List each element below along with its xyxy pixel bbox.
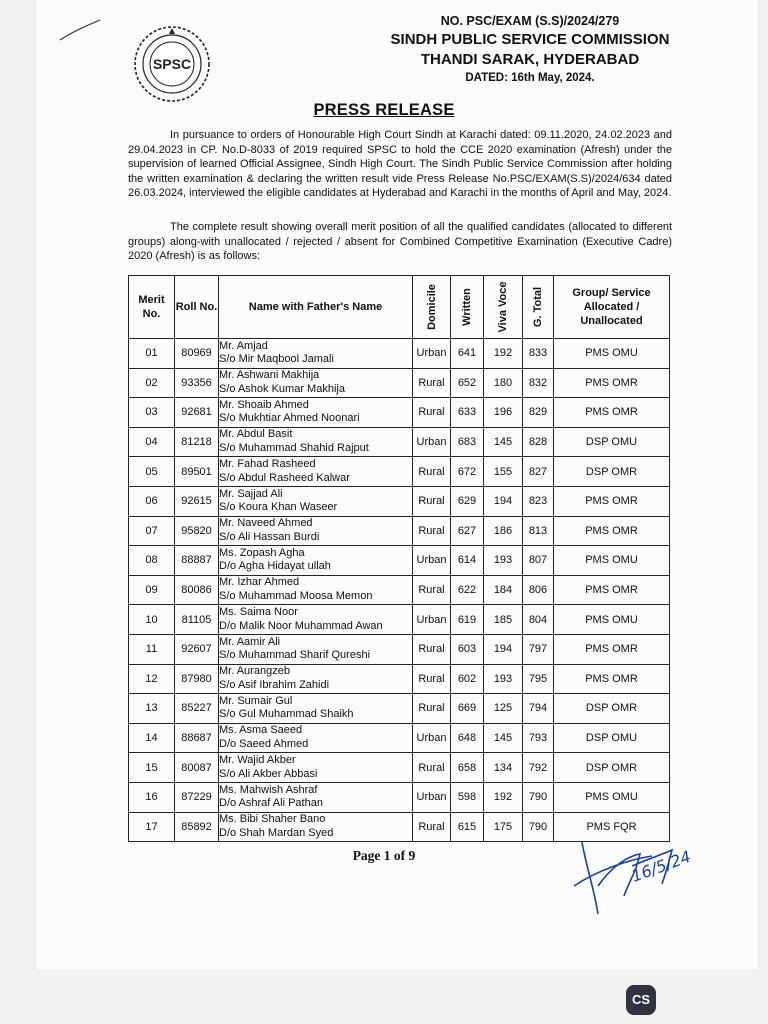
table-row — [129, 486, 670, 516]
header-domicile-label: Domicile — [425, 284, 438, 330]
candidate-name: Mr. Sajjad Ali — [219, 487, 283, 500]
header-roll-no: Roll No. — [175, 276, 219, 339]
spsc-logo — [132, 24, 212, 104]
group-cell: DSP OMR — [554, 457, 670, 487]
written-cell: 615 — [451, 812, 484, 842]
domicile-cell: Rural — [413, 664, 451, 694]
written-cell: 602 — [451, 664, 484, 694]
merit-no-cell: 07 — [129, 516, 175, 546]
merit-no-cell: 05 — [129, 457, 175, 487]
total-cell: 790 — [523, 812, 554, 842]
group-cell: PMS OMR — [554, 634, 670, 664]
domicile-cell: Rural — [413, 634, 451, 664]
name-cell — [219, 368, 413, 398]
result-paragraph — [128, 220, 672, 264]
total-cell: 795 — [523, 664, 554, 694]
table-row — [129, 368, 670, 398]
written-cell: 683 — [451, 427, 484, 457]
candidate-name: Ms. Saima Noor — [219, 606, 298, 619]
group-cell: DSP OMR — [554, 753, 670, 783]
table-row — [129, 546, 670, 576]
organization-address: THANDI SARAK, HYDERABAD — [420, 51, 640, 68]
domicile-cell: Urban — [413, 782, 451, 812]
total-cell: 806 — [523, 575, 554, 605]
roll-no-cell: 88687 — [175, 723, 219, 753]
total-cell: 823 — [523, 486, 554, 516]
intro-paragraph — [128, 128, 672, 201]
father-name: S/o Gul Muhammad Shaikh — [219, 708, 354, 721]
group-cell: PMS OMR — [554, 575, 670, 605]
total-cell: 793 — [523, 723, 554, 753]
candidate-name: Mr. Naveed Ahmed — [219, 517, 313, 530]
roll-no-cell: 85892 — [175, 812, 219, 842]
written-cell: 622 — [451, 575, 484, 605]
total-cell: 827 — [523, 457, 554, 487]
merit-no-cell: 17 — [129, 812, 175, 842]
name-cell — [219, 694, 413, 724]
roll-no-cell: 87980 — [175, 664, 219, 694]
issue-date: DATED: 16th May, 2024. — [465, 72, 595, 84]
table-header-row — [129, 276, 670, 339]
domicile-cell: Rural — [413, 368, 451, 398]
viva-cell: 155 — [484, 457, 523, 487]
name-cell — [219, 516, 413, 546]
father-name: S/o Muhammad Shahid Rajput — [219, 442, 369, 455]
father-name: D/o Ashraf Ali Pathan — [219, 797, 323, 810]
written-cell: 652 — [451, 368, 484, 398]
viva-cell: 185 — [484, 605, 523, 635]
father-name: S/o Mir Maqbool Jamali — [219, 353, 334, 366]
table-row — [129, 575, 670, 605]
written-cell: 629 — [451, 486, 484, 516]
written-cell: 648 — [451, 723, 484, 753]
domicile-cell: Rural — [413, 812, 451, 842]
father-name: S/o Ali Hassan Burdi — [219, 530, 320, 543]
written-cell: 669 — [451, 694, 484, 724]
father-name: S/o Abdul Rasheed Kalwar — [219, 471, 350, 484]
merit-no-cell: 04 — [129, 427, 175, 457]
name-cell — [219, 605, 413, 635]
name-cell — [219, 546, 413, 576]
letter-header — [380, 14, 680, 84]
table-row — [129, 398, 670, 428]
father-name: S/o Ali Akber Abbasi — [219, 767, 318, 780]
organization-name: SINDH PUBLIC SERVICE COMMISSION — [390, 31, 670, 48]
father-name: D/o Shah Mardan Syed — [219, 826, 334, 839]
viva-cell: 134 — [484, 753, 523, 783]
written-cell: 598 — [451, 782, 484, 812]
total-cell: 804 — [523, 605, 554, 635]
header-name: Name with Father's Name — [219, 276, 413, 339]
viva-cell: 180 — [484, 368, 523, 398]
roll-no-cell: 95820 — [175, 516, 219, 546]
merit-no-cell: 09 — [129, 575, 175, 605]
candidate-name: Ms. Mahwish Ashraf — [219, 783, 318, 796]
candidate-name: Ms. Bibi Shaher Bano — [219, 813, 326, 826]
signature — [568, 826, 698, 926]
table-row — [129, 605, 670, 635]
name-cell — [219, 486, 413, 516]
roll-no-cell: 80087 — [175, 753, 219, 783]
roll-no-cell: 93356 — [175, 368, 219, 398]
group-cell: PMS OMU — [554, 782, 670, 812]
camscanner-badge: CS — [626, 985, 656, 1015]
father-name: S/o Ashok Kumar Makhija — [219, 382, 345, 395]
total-cell: 792 — [523, 753, 554, 783]
candidate-name: Mr. Aamir Ali — [219, 635, 281, 648]
written-cell: 633 — [451, 398, 484, 428]
name-cell — [219, 753, 413, 783]
domicile-cell: Rural — [413, 457, 451, 487]
header-written-label: Written — [461, 288, 473, 326]
viva-cell: 184 — [484, 575, 523, 605]
group-cell: PMS OMU — [554, 339, 670, 369]
written-cell: 619 — [451, 605, 484, 635]
father-name: S/o Koura Khan Waseer — [219, 501, 338, 514]
candidate-name: Ms. Zopash Agha — [219, 546, 305, 559]
name-cell — [219, 723, 413, 753]
table-row — [129, 634, 670, 664]
header-total — [523, 276, 554, 339]
total-cell: 833 — [523, 339, 554, 369]
viva-cell: 196 — [484, 398, 523, 428]
father-name: D/o Agha Hidayat ullah — [219, 560, 331, 573]
father-name: D/o Saeed Ahmed — [219, 738, 309, 751]
total-cell: 807 — [523, 546, 554, 576]
viva-cell: 193 — [484, 664, 523, 694]
candidate-name: Mr. Shoaib Ahmed — [219, 398, 309, 411]
merit-no-cell: 10 — [129, 605, 175, 635]
document-title: PRESS RELEASE — [313, 101, 455, 119]
domicile-cell: Urban — [413, 605, 451, 635]
domicile-cell: Rural — [413, 516, 451, 546]
viva-cell: 125 — [484, 694, 523, 724]
header-group: Group/ Service Allocated / Unallocated — [554, 276, 670, 339]
merit-no-cell: 15 — [129, 753, 175, 783]
viva-cell: 192 — [484, 339, 523, 369]
merit-no-cell: 02 — [129, 368, 175, 398]
merit-no-cell: 13 — [129, 694, 175, 724]
viva-cell: 194 — [484, 486, 523, 516]
total-cell: 829 — [523, 398, 554, 428]
domicile-cell: Rural — [413, 753, 451, 783]
roll-no-cell: 92607 — [175, 634, 219, 664]
total-cell: 832 — [523, 368, 554, 398]
viva-cell: 192 — [484, 782, 523, 812]
table-row — [129, 723, 670, 753]
merit-no-cell: 06 — [129, 486, 175, 516]
header-merit-no: Merit No. — [129, 276, 175, 339]
total-cell: 790 — [523, 782, 554, 812]
merit-no-cell: 12 — [129, 664, 175, 694]
roll-no-cell: 89501 — [175, 457, 219, 487]
total-cell: 828 — [523, 427, 554, 457]
written-cell: 658 — [451, 753, 484, 783]
viva-cell: 145 — [484, 723, 523, 753]
table-row — [129, 753, 670, 783]
header-written — [451, 276, 484, 339]
group-cell: DSP OMU — [554, 427, 670, 457]
signature-date: 16/5/24 — [628, 846, 694, 886]
table-body — [129, 339, 670, 842]
table-row — [129, 516, 670, 546]
domicile-cell: Urban — [413, 339, 451, 369]
candidate-name: Mr. Wajid Akber — [219, 754, 296, 767]
candidate-name: Mr. Amjad — [219, 339, 268, 352]
header-domicile — [413, 276, 451, 339]
domicile-cell: Urban — [413, 546, 451, 576]
name-cell — [219, 575, 413, 605]
name-cell — [219, 782, 413, 812]
total-cell: 813 — [523, 516, 554, 546]
viva-cell: 186 — [484, 516, 523, 546]
roll-no-cell: 92615 — [175, 486, 219, 516]
table-row — [129, 339, 670, 369]
total-cell: 797 — [523, 634, 554, 664]
father-name: S/o Muhammad Sharif Qureshi — [219, 649, 371, 662]
result-paragraph-text: The complete result showing overall merit position of all the qualified candidates (allocated to different groups) along-with unallocated / rejected / absent for Combined Competitive Examination (Executive Cadre) 2020 (Afresh) is as follows: — [128, 221, 672, 263]
domicile-cell: Rural — [413, 398, 451, 428]
domicile-cell: Urban — [413, 723, 451, 753]
father-name: D/o Malik Noor Muhammad Awan — [219, 619, 383, 632]
logo-text: SPSC — [152, 56, 192, 72]
merit-no-cell: 16 — [129, 782, 175, 812]
group-cell: PMS OMU — [554, 605, 670, 635]
written-cell: 672 — [451, 457, 484, 487]
group-cell: DSP OMR — [554, 694, 670, 724]
merit-no-cell: 08 — [129, 546, 175, 576]
pen-mark — [58, 18, 102, 42]
written-cell: 641 — [451, 339, 484, 369]
total-cell: 794 — [523, 694, 554, 724]
written-cell: 627 — [451, 516, 484, 546]
table-row — [129, 782, 670, 812]
candidate-name: Ms. Asma Saeed — [219, 724, 303, 737]
domicile-cell: Urban — [413, 427, 451, 457]
name-cell — [219, 634, 413, 664]
merit-no-cell: 01 — [129, 339, 175, 369]
merit-no-cell: 03 — [129, 398, 175, 428]
name-cell — [219, 664, 413, 694]
father-name: S/o Asif Ibrahim Zahidi — [219, 678, 330, 691]
group-cell: PMS OMR — [554, 368, 670, 398]
intro-paragraph-text: In pursuance to orders of Honourable High Court Sindh at Karachi dated: 09.11.2020, 24.02.2023 and 29.04.2023 in CP. No.D-8033 of 2019 required SPSC to hold the CCE 2020 examination (Afresh) under the supervision of learned Official Assignee, Sindh High Court. The Sindh Public Service Commission after holding the written examination & declaring the written result vide Press Release No.PSC/EXAM(S.S)/2024/634 dated 26.03.2024, interviewed the eligible candidates at Hyderabad and Karachi in the months of April and May, 2024. — [128, 129, 672, 200]
candidate-name: Mr. Fahad Rasheed — [219, 458, 316, 471]
table-row — [129, 457, 670, 487]
candidate-name: Mr. Izhar Ahmed — [219, 576, 300, 589]
roll-no-cell: 87229 — [175, 782, 219, 812]
reference-number: NO. PSC/EXAM (S.S)/2024/279 — [440, 14, 620, 28]
name-cell — [219, 812, 413, 842]
viva-cell: 194 — [484, 634, 523, 664]
viva-cell: 145 — [484, 427, 523, 457]
viva-cell: 193 — [484, 546, 523, 576]
group-cell: PMS OMU — [554, 546, 670, 576]
roll-no-cell: 85227 — [175, 694, 219, 724]
group-cell: DSP OMU — [554, 723, 670, 753]
roll-no-cell: 88887 — [175, 546, 219, 576]
candidate-name: Mr. Aurangzeb — [219, 665, 290, 678]
group-cell: PMS OMR — [554, 398, 670, 428]
table-row — [129, 427, 670, 457]
domicile-cell: Rural — [413, 694, 451, 724]
table-row — [129, 664, 670, 694]
candidate-name: Mr. Abdul Basit — [219, 428, 293, 441]
roll-no-cell: 92681 — [175, 398, 219, 428]
name-cell — [219, 398, 413, 428]
father-name: S/o Muhammad Moosa Memon — [219, 590, 373, 603]
father-name: S/o Mukhtiar Ahmed Noonari — [219, 412, 360, 425]
written-cell: 603 — [451, 634, 484, 664]
group-cell: PMS OMR — [554, 516, 670, 546]
name-cell — [219, 427, 413, 457]
candidate-name: Mr. Sumair Gul — [219, 694, 293, 707]
merit-no-cell: 11 — [129, 634, 175, 664]
candidate-name: Mr. Ashwani Makhija — [219, 369, 320, 382]
group-cell: PMS FQR — [554, 812, 670, 842]
name-cell — [219, 457, 413, 487]
header-total-label: G. Total — [532, 286, 544, 328]
name-cell — [219, 339, 413, 369]
header-viva-label: Viva Voce — [497, 281, 509, 333]
domicile-cell: Rural — [413, 486, 451, 516]
roll-no-cell: 80086 — [175, 575, 219, 605]
group-cell: PMS OMR — [554, 486, 670, 516]
group-cell: PMS OMR — [554, 664, 670, 694]
roll-no-cell: 81105 — [175, 605, 219, 635]
viva-cell: 175 — [484, 812, 523, 842]
merit-table — [128, 275, 670, 842]
page-number: Page 1 of 9 — [352, 848, 416, 863]
header-viva — [484, 276, 523, 339]
merit-no-cell: 14 — [129, 723, 175, 753]
domicile-cell: Rural — [413, 575, 451, 605]
table-row — [129, 694, 670, 724]
written-cell: 614 — [451, 546, 484, 576]
roll-no-cell: 81218 — [175, 427, 219, 457]
roll-no-cell: 80969 — [175, 339, 219, 369]
